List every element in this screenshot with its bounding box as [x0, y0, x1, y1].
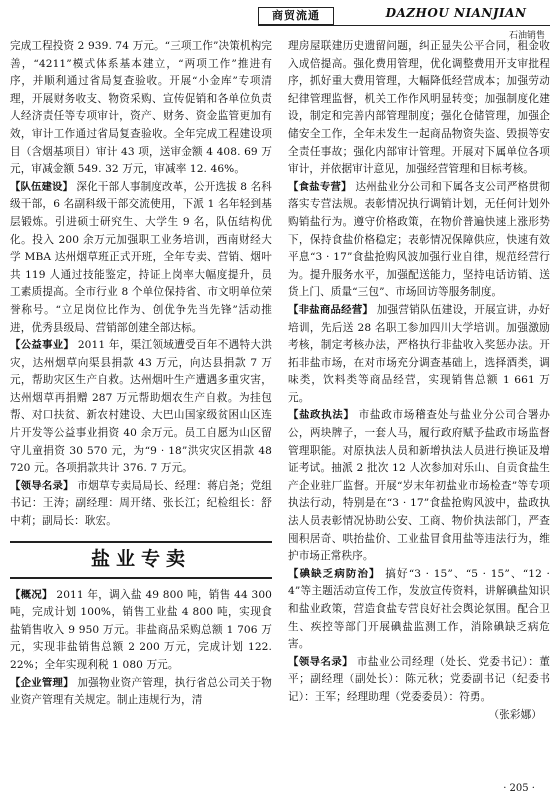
paragraph-text: 2011 年，调入盐 49 800 吨，销售 44 300 吨，完成计划 100%，销售工业盐 4 800 吨，实现食盐销售收入 9 950 万元。非盐商品采购总额 1 706 万元，实现非盐销售总额 2 200 万元，完成计划 122. 22%；全年实现利税 1 080 万元。: [10, 588, 272, 671]
left-column: [10, 38, 272, 710]
section-label: 商贸流通: [258, 7, 334, 25]
journal-title: DAZHOU NIANJIAN: [385, 6, 527, 20]
paragraph: [10, 179, 272, 337]
paragraph: [10, 587, 272, 675]
paragraph: 理房屋联建历史遗留问题，纠正显失公平合同，租金收入成倍提高。强化费用管理，优化调整费用开支审批程序，抓好重大费用管理，大幅降低经营成本；加强劳动纪律管理监督，机关工作作风明显转变；加强制度化建设，制定和完善内部管理制度；强化仓储管理，加强企储安全工作，全年未发生一起商品物资失盗、毁损等安全责任事故；强化内部审计管理。开展对下属单位各项审计，并依据审计意见，加强经营管理和目标考核。: [288, 40, 550, 176]
paragraph-tag: 【概况】: [10, 588, 53, 601]
paragraph: [288, 566, 550, 654]
paragraph: 完成工程投资 2 939. 74 万元。“三项工作”决策机构完善，“4211”模式体系基本建立，“两项工作”推进有序，并顺利通过省局复查验收。开展“小金库”专项清理，开展财务收支、物资采购、宣传促销和各单位负责人经济责任等专项审计，资产、财务、资金监管更加有效，审计工作通过省局复查验收。全年完成工程建设项目（含烟基项目）审计 43 项，送审金额 4 408. 69 万元，审减金额 549. 32 万元，审减率 12. 46%。: [10, 40, 272, 176]
page-header: [0, 0, 559, 40]
paragraph-text: 2011 年，渠江领域遭受百年不遇特大洪灾，达州烟草向渠县捐款 43 万元，向达县捐款 7 万元，帮助灾区生产自救。达州烟叶生产遭遇多重灾害，达州烟草再捐赠 287 万元帮助烟农生产自救。为挂包帮、对口扶贫、新农村建设、大巴山国家级贫困山区连片开发等公益事业捐资 40 余万元。员工自愿为山区留守儿童捐资 30 570 元，为“9 · 18”洪灾灾区捐款 48 720 元。各项捐款共计 376. 7 万元。: [10, 339, 273, 475]
paragraph-text: 市烟草专卖局局长、经理：蒋启尧；党组书记：王涛；副经理：周开绪、张长江；纪检组长：舒中莉；副局长：耿宏。: [10, 479, 272, 528]
paragraph-text: 达州盐业分公司和下属各支公司严格贯彻落实专营法规。表彰情况执行调销计划，无任何计划外购销盐行为。遵守价格政策，在物价普遍快速上涨形势下，保持食盐价格稳定；表彰情况保障供应，快速有效平息“3 · 17”食盐抢购风波加强行业自律，规范经营行为。提升服务水平，加强配送能力，坚持电话访销、送货上门、质量“三包”、市场回访等服务制度。: [288, 180, 550, 299]
paragraph-tag: 【碘缺乏病防治】: [288, 567, 381, 580]
section-heading: [10, 541, 272, 579]
page-number: · 205 ·: [503, 783, 535, 794]
paragraph: [288, 407, 550, 565]
paragraph-text: 深化干部人事制度改革，公开选拔 8 名科级干部，6 名副科级干部交流使用，下派 1 名年轻到基层锻炼。引进硕士研究生、大学生 9 名，队伍结构优化。投入 200 余万元加强职工业务培训，西南财经大学 MBA 达州烟草班正式开班，全年专卖、营销、烟叶共 119 人通过技能鉴定，持证上岗率大幅度提升，员工素质提高。全市行业 8 个单位保持省、市文明单位荣誉称号。“立足岗位比作为、创优争先当先锋”活动推进，优秀县级局、营销部创建全部达标。: [10, 180, 272, 334]
paragraph-tag: 【非盐商品经营】: [288, 303, 374, 316]
paragraph-tag: 【队伍建设】: [10, 180, 73, 193]
paragraph: [288, 302, 550, 408]
paragraph-tag: 【盐政执法】: [288, 409, 355, 422]
paragraph-text: 市盐政市场稽查处与盐业分公司合署办公，两块牌子，一套人马，履行政府赋予盐政市场监督管理职能。对原执法人员和新增执法人员进行换证及增证考试。抽派 2 批次 12 人次参加对乐山、自贡食盐生产企业驻厂监督。开展“岁末年初盐业市场检查”等专项执法行动，特别是在“3 · 17”食盐抢购风波中，盐政执法人员表彰情况协助公安、工商、物价执法部门，严查囤积居奇、哄抬盐价、工业盐冒食用盐等违法行为，维护市场正常秩序。: [288, 409, 551, 563]
paragraph: [10, 675, 272, 710]
paragraph-text: 搞好“3 · 15”、“5 · 15”、“12 · 4”等主题活动宣传工作，发放宣传资料，讲解碘盐知识和盐业政策，营造食盐专营良好社会舆论氛围。配合卫生、疾控等部门开展碘盐监测工作，消除碘缺乏病危害。: [288, 567, 550, 651]
paragraph: [288, 179, 550, 302]
paragraph: [288, 654, 550, 707]
header-rule: [258, 25, 550, 26]
paragraph-tag: 【领导名录】: [10, 479, 74, 492]
paragraph-tag: 【公益事业】: [10, 339, 75, 352]
paragraph: [10, 337, 272, 478]
paragraph: [10, 478, 272, 531]
paragraph-text: 市盐业公司经理（处长、党委书记）：董平；副经理（副处长）：陈元秋；党委副书记（纪委书记）：王军；经理助理（党委委员）：符勇。: [288, 655, 551, 703]
paragraph-text: 加强营销队伍建设，开展宣讲，办好培训，先后送 28 名职工参加四川大学培训。加强激励考核，制定考核办法，严格执行非盐收入奖惩办法。开拓非盐市场，在对市场充分调查基础上，选择酒类，调味类，饮料类等商品经营，实现销售总额 1 661 万元。: [288, 303, 550, 404]
paragraph-tag: 【食盐专营】: [288, 180, 352, 193]
paragraph-text: 加强物业资产管理，执行省总公司关于物业资产管理有关规定。制止违规行为，清: [10, 676, 272, 707]
author-credit: （张彩娜）: [488, 708, 542, 721]
paragraph-tag: 【企业管理】: [10, 676, 74, 689]
right-column: [288, 38, 550, 724]
subsection-label: 石油销售: [508, 31, 545, 41]
section-heading-text: 盐业专卖: [90, 547, 191, 570]
paragraph-tag: 【领导名录】: [288, 655, 354, 668]
